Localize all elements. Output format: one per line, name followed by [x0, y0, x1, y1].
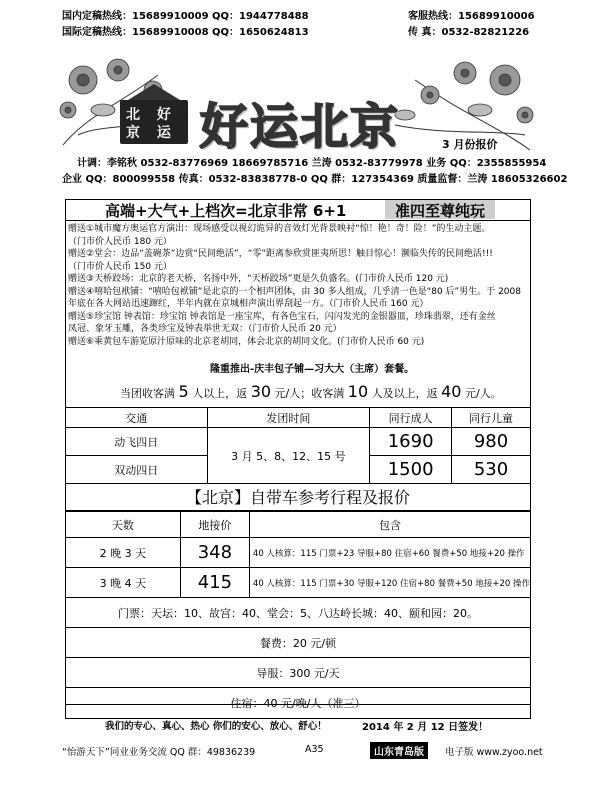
table-row: [66, 568, 531, 598]
table-header: 天数: [66, 512, 181, 538]
days-cell: 2 晚 3 天: [66, 538, 181, 568]
transport-cell: 双动四日: [66, 456, 208, 484]
table-row: [66, 428, 531, 456]
promo-line: 赠送③天桥跤场：北京的老天桥，名扬中外，“天桥跤场”更是久负盛名。(门市价人民币 120 元): [68, 274, 449, 284]
launch-note: 隆重推出-庆丰包子铺—习大大（主席）套餐。: [210, 364, 415, 375]
departure-dates: 3 月 5、8、12、15 号: [207, 428, 370, 484]
rebate-text: 元/人；收客满: [274, 387, 345, 400]
table-header: 同行儿童: [452, 408, 531, 428]
promo-line: 赠送④嘻哈包袱铺：“嘻哈包袱铺”是北京的一个相声团体，由 30 多人组成，几乎清一色是“80 后”男生。于 2008: [68, 286, 521, 297]
promo-line: 赠送⑤珍宝馆 钟表馆：珍宝馆 钟表馆是一座宝库，有各色宝石，闪闪发光的金银器皿，珍珠翡翠，还有金丝: [68, 311, 496, 322]
rebate-value-2: 40: [441, 382, 462, 401]
guide-row: 导服：300 元/天: [66, 658, 531, 688]
footer-group: “怡游天下”同业业务交流 QQ 群：49836239: [62, 747, 256, 758]
include-cell: 40 人核算：115 门票+23 导服+80 住宿+60 餐费+50 地接+20 操作: [249, 538, 530, 568]
days-cell: 3 晚 4 天: [66, 568, 181, 598]
rebate-text: 人及以上，返: [371, 387, 438, 400]
contacts-line-2: 企业 QQ：800099558 传真：0532-83838778-0 QQ 群：127354369 质量监督：兰涛 18605326602: [62, 174, 568, 185]
subtitle: 3 月份报价: [442, 138, 498, 151]
headline-left: 高端+大气+上档次=北京非常 6+1: [105, 202, 347, 220]
section-title: 【北京】自带车参考行程及报价: [65, 485, 531, 511]
table-header: 发团时间: [207, 408, 370, 428]
contacts-line-1: 计调：李铭秋 0532-83776969 18669785716 兰涛 0532-83779978 业务 QQ：2355855954: [77, 158, 547, 169]
price-table: [65, 407, 531, 484]
promo-line: 赠送⑥乘黄包车游览原汁原味的北京老胡同，体会北京的胡同文化。(门市价人民币 60 元): [68, 336, 425, 347]
table-header: 包含: [249, 512, 530, 538]
rebate-count-1: 5: [178, 382, 189, 401]
headline-right: 准四至尊纯玩: [385, 200, 495, 219]
rebate-count-2: 10: [347, 382, 369, 401]
rebate-text: 人以上，返: [192, 387, 248, 400]
adult-price: 1690: [370, 428, 452, 456]
price-cell: 415: [180, 568, 249, 598]
promo-line: （门市价人民币 150 元）: [68, 261, 172, 272]
meals-row: 餐费：20 元/顿: [66, 628, 531, 658]
footer-slogan: 我们的专心、真心、热心 你们的安心、放心、舒心！: [105, 721, 327, 732]
table-header: 地接价: [180, 512, 249, 538]
rebate-text: 当团收客满: [120, 387, 175, 400]
promo-line: 赠送②堂会：边品“盖碗茶”边赏“民间绝活”，“零”距离参欣赏匪夷所思！触目惊心！濒临失传的民间绝活!!!: [68, 249, 493, 259]
website: 电子版 www.zyoo.net: [445, 747, 543, 758]
promo-line: 凤冠、象牙玉雕，各类珍宝及钟表举世无双：（门市价人民币 20 元）: [68, 324, 342, 334]
tickets-row: 门票：天坛：10、故宫：40、堂会：5、八达岭长城：40、颐和园：20。: [66, 598, 531, 628]
table-header: 交通: [66, 408, 208, 428]
rebate-text: 元/人。: [464, 387, 502, 400]
promo-line: 赠送①城市魔方奥运官方演出：现场感受以视幻诡异的音效灯光背景映衬“惊！艳！奇！险！”的生动主题。: [68, 224, 491, 234]
child-price: 530: [452, 456, 531, 484]
domestic-hotline: 国内定稿热线：15689910009 QQ：1944778488: [62, 11, 309, 22]
itinerary-table: [65, 511, 531, 719]
rebate-value-1: 30: [250, 382, 272, 401]
promo-line: 年底在各大网站迅速蹿红，半年内就在京城相声演出界刮起一方。（门市价人民币 160 元）: [68, 299, 429, 309]
page-title: 好运北京: [200, 99, 401, 155]
headline-row: [65, 199, 531, 221]
logo-text-bottom: 京 运: [126, 125, 177, 141]
pagoda-roof-icon: [126, 82, 182, 102]
child-price: 980: [452, 428, 531, 456]
include-cell: 40 人核算：115 门票+30 导服+120 住宿+80 餐费+50 地接+20 操作: [249, 568, 530, 598]
transport-cell: 动飞四日: [66, 428, 208, 456]
intl-hotline: 国际定稿热线：15689910008 QQ：1650624813: [62, 27, 309, 38]
service-hotline: 客服热线：15689910006: [408, 11, 535, 22]
hotel-row: 住宿：40 元/晚/人（准三）: [66, 688, 531, 719]
page-number: A35: [305, 744, 324, 755]
rebate-line: [120, 382, 502, 401]
brand-badge: 山东青岛版: [370, 742, 428, 759]
adult-price: 1500: [370, 456, 452, 484]
issue-date: 2014 年 2 月 12 日签发！: [362, 722, 489, 733]
table-row: [66, 538, 531, 568]
promo-line: （门市价人民币 180 元）: [68, 236, 172, 247]
table-header: 同行成人: [370, 408, 452, 428]
price-cell: 348: [180, 538, 249, 568]
promo-list: [68, 223, 530, 348]
logo-text-top: 北 好: [126, 107, 177, 123]
fax-number: 传 真：0532-82821226: [408, 27, 530, 38]
logo: [120, 100, 188, 144]
